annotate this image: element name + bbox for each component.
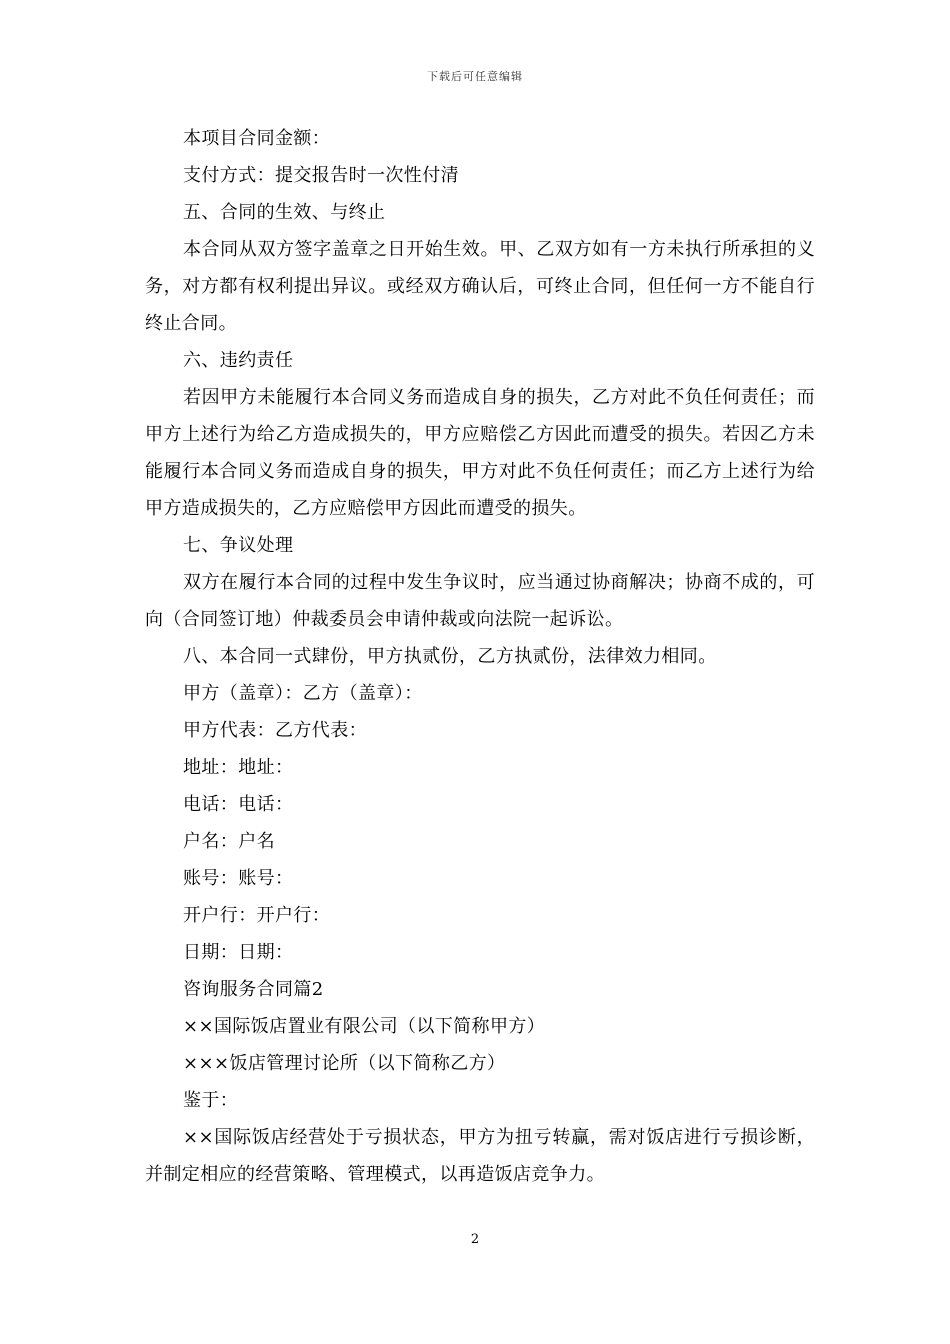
party-a-line: ××国际饭店置业有限公司（以下简称甲方）: [183, 1016, 546, 1037]
section-heading-liability: 六、违约责任: [183, 350, 294, 371]
signature-representative-line: 甲方代表：乙方代表：: [183, 720, 367, 741]
party-b-line: ×××饭店管理讨论所（以下简称乙方）: [183, 1053, 506, 1074]
paragraph-background: ××国际饭店经营处于亏损状态，甲方为扭亏转赢，需对饭店进行亏损诊断，并制定相应的经营策略、管理模式，以再造饭店竞争力。: [145, 1127, 815, 1185]
header-note: 下载后可任意编辑: [427, 70, 523, 83]
section-heading-dispute: 七、争议处理: [183, 535, 294, 556]
date-line: 日期：日期：: [183, 942, 294, 963]
phone-line: 电话：电话：: [183, 794, 294, 815]
signature-seal-line: 甲方（盖章）：乙方（盖章）：: [183, 683, 423, 704]
page-number: 2: [470, 1232, 480, 1247]
payment-method-line: 支付方式：提交报告时一次性付清: [183, 165, 459, 186]
account-number-line: 账号：账号：: [183, 868, 294, 889]
paragraph-copies: 八、本合同一式肆份，甲方执贰份，乙方执贰份，法律效力相同。: [183, 646, 717, 667]
address-line: 地址：地址：: [183, 757, 294, 778]
account-name-line: 户名：户名: [183, 831, 275, 852]
whereas-line: 鉴于：: [183, 1090, 239, 1111]
document-body: [145, 120, 815, 1193]
paragraph-dispute: 双方在履行本合同的过程中发生争议时，应当通过协商解决；协商不成的，可向（合同签订地）仲裁委员会申请仲裁或向法院一起诉讼。: [145, 572, 815, 630]
contract-title-2: 咨询服务合同篇2: [183, 979, 324, 1000]
bank-line: 开户行：开户行：: [183, 905, 331, 926]
paragraph-effectiveness: 本合同从双方签字盖章之日开始生效。甲、乙双方如有一方未执行所承担的义务，对方都有权利提出异议。或经双方确认后，可终止合同，但任何一方不能自行终止合同。: [145, 239, 815, 334]
contract-amount-line: 本项目合同金额：: [183, 128, 331, 149]
section-heading-effectiveness: 五、合同的生效、与终止: [183, 202, 386, 223]
paragraph-liability: 若因甲方未能履行本合同义务而造成自身的损失，乙方对此不负任何责任；而甲方上述行为给乙方造成损失的，甲方应赔偿乙方因此而遭受的损失。若因乙方未能履行本合同义务而造成自身的损失，甲方对此不负任何责任；而乙方上述行为给甲方造成损失的，乙方应赔偿甲方因此而遭受的损失。: [145, 387, 815, 519]
